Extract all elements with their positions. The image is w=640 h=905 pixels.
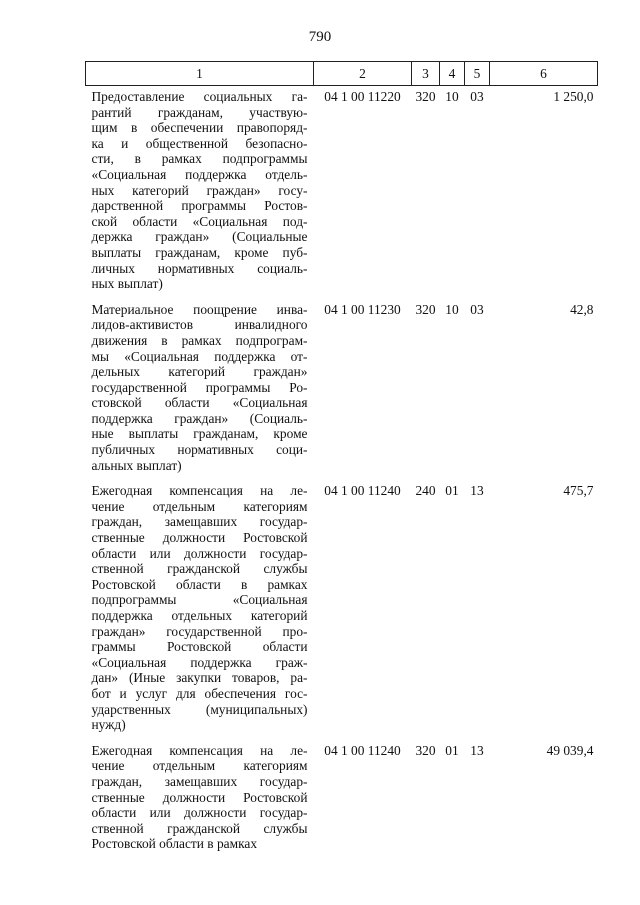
column-header-3: 3 <box>412 62 440 86</box>
description-line: дарственной программы Ростов- <box>91 198 308 214</box>
description-line: ственные должности Ростовской <box>91 530 308 546</box>
column-header-1: 1 <box>86 62 314 86</box>
column-header-4: 4 <box>440 62 465 86</box>
page-number: 790 <box>308 29 332 45</box>
row-amount: 475,7 <box>563 483 594 499</box>
description-line: ственной гражданской службы <box>91 820 308 836</box>
table-row <box>86 740 598 859</box>
row-pr-code: 13 <box>470 483 484 499</box>
description-line: области или должности государ- <box>91 805 308 821</box>
description-line: области или должности государ- <box>91 545 308 561</box>
description-line: стовской области «Социальная <box>91 395 308 411</box>
description-line: Предоставление социальных га- <box>91 89 308 104</box>
row-amount: 49 039,4 <box>546 742 594 758</box>
description-line: ных категорий граждан» госу- <box>91 182 308 198</box>
row-csr-code: 04 1 00 11230 <box>324 301 401 317</box>
row-pr-code: 03 <box>470 89 484 104</box>
description-line: «Социальная поддержка граж- <box>91 654 308 670</box>
table-row <box>86 299 598 481</box>
description-line: личных нормативных социаль- <box>91 260 308 276</box>
description-line: государственной программы Ро- <box>91 379 308 395</box>
description-line: чение отдельным категориям <box>91 498 308 514</box>
row-amount: 1 250,0 <box>553 89 594 104</box>
row-rz-code: 10 <box>445 89 459 104</box>
column-header-5: 5 <box>465 62 490 86</box>
description-line: Ежегодная компенсация на ле- <box>91 742 308 758</box>
description-line: мы «Социальная поддержка от- <box>91 348 308 364</box>
description-line: Ростовской области в рамках <box>91 836 258 852</box>
description-line: ственной гражданской службы <box>91 561 308 577</box>
description-line: альных выплат) <box>91 457 182 473</box>
description-line: ка и общественной безопасно- <box>91 135 308 151</box>
description-line: Ростовской области в рамках <box>91 576 308 592</box>
description-line: «Социальная поддержка отдель- <box>91 166 308 182</box>
description-line: нужд) <box>91 717 126 733</box>
description-line: держка граждан» (Социальные <box>91 229 308 245</box>
description-line: ской области «Социальная под- <box>91 213 308 229</box>
description-line: поддержка граждан» (Социаль- <box>91 410 308 426</box>
description-line: рантий гражданам, участвую- <box>91 104 308 120</box>
row-vr-code: 240 <box>415 483 436 499</box>
row-vr-code: 320 <box>415 301 436 317</box>
description-line: движения в рамках подпрограм- <box>91 332 308 348</box>
description-line: ные выплаты гражданам, кроме <box>91 426 308 442</box>
column-header-2: 2 <box>314 62 412 86</box>
description-line: сти, в рамках подпрограммы <box>91 151 308 167</box>
description-line: выплаты гражданам, кроме пуб- <box>91 244 308 260</box>
row-pr-code: 03 <box>470 301 484 317</box>
budget-table <box>85 61 598 859</box>
description-line: публичных нормативных соци- <box>91 442 308 458</box>
description-line: подпрограммы «Социальная <box>91 592 308 608</box>
table-row <box>86 86 598 299</box>
table-row <box>86 480 598 740</box>
row-vr-code: 320 <box>415 742 436 758</box>
description-line: щим в обеспечении правопоряд- <box>91 120 308 136</box>
table-body <box>86 86 598 859</box>
description-line: бот и услуг для обеспечения гос- <box>91 685 308 701</box>
description-line: дельных категорий граждан» <box>91 364 308 380</box>
description-line: ных выплат) <box>91 276 163 292</box>
row-rz-code: 10 <box>445 301 459 317</box>
row-csr-code: 04 1 00 11240 <box>324 483 401 499</box>
row-csr-code: 04 1 00 11240 <box>324 742 401 758</box>
description-line: граждан, замещавших государ- <box>91 514 308 530</box>
row-vr-code: 320 <box>415 89 436 104</box>
description-line: ственные должности Ростовской <box>91 789 308 805</box>
description-line: граждан» государственной про- <box>91 623 308 639</box>
row-csr-code: 04 1 00 11220 <box>324 89 401 104</box>
description-line: Ежегодная компенсация на ле- <box>91 483 308 499</box>
description-line: ударственных (муниципальных) <box>91 701 308 717</box>
row-rz-code: 01 <box>445 742 459 758</box>
row-description <box>86 480 314 740</box>
row-rz-code: 01 <box>445 483 459 499</box>
description-line: чение отдельным категориям <box>91 758 308 774</box>
description-line: поддержка отдельных категорий <box>91 608 308 623</box>
row-amount: 42,8 <box>570 301 594 317</box>
description-line: граммы Ростовской области <box>91 639 308 655</box>
row-description <box>86 299 314 481</box>
description-line: Материальное поощрение инва- <box>91 301 308 317</box>
description-line: дан» (Иные закупки товаров, ра- <box>91 670 308 686</box>
table-header-row <box>86 62 598 86</box>
column-header-6: 6 <box>490 62 598 86</box>
row-description <box>86 86 314 299</box>
description-line: граждан, замещавших государ- <box>91 773 308 789</box>
row-pr-code: 13 <box>470 742 484 758</box>
row-description <box>86 740 314 859</box>
description-line: лидов-активистов инвалидного <box>91 317 308 333</box>
